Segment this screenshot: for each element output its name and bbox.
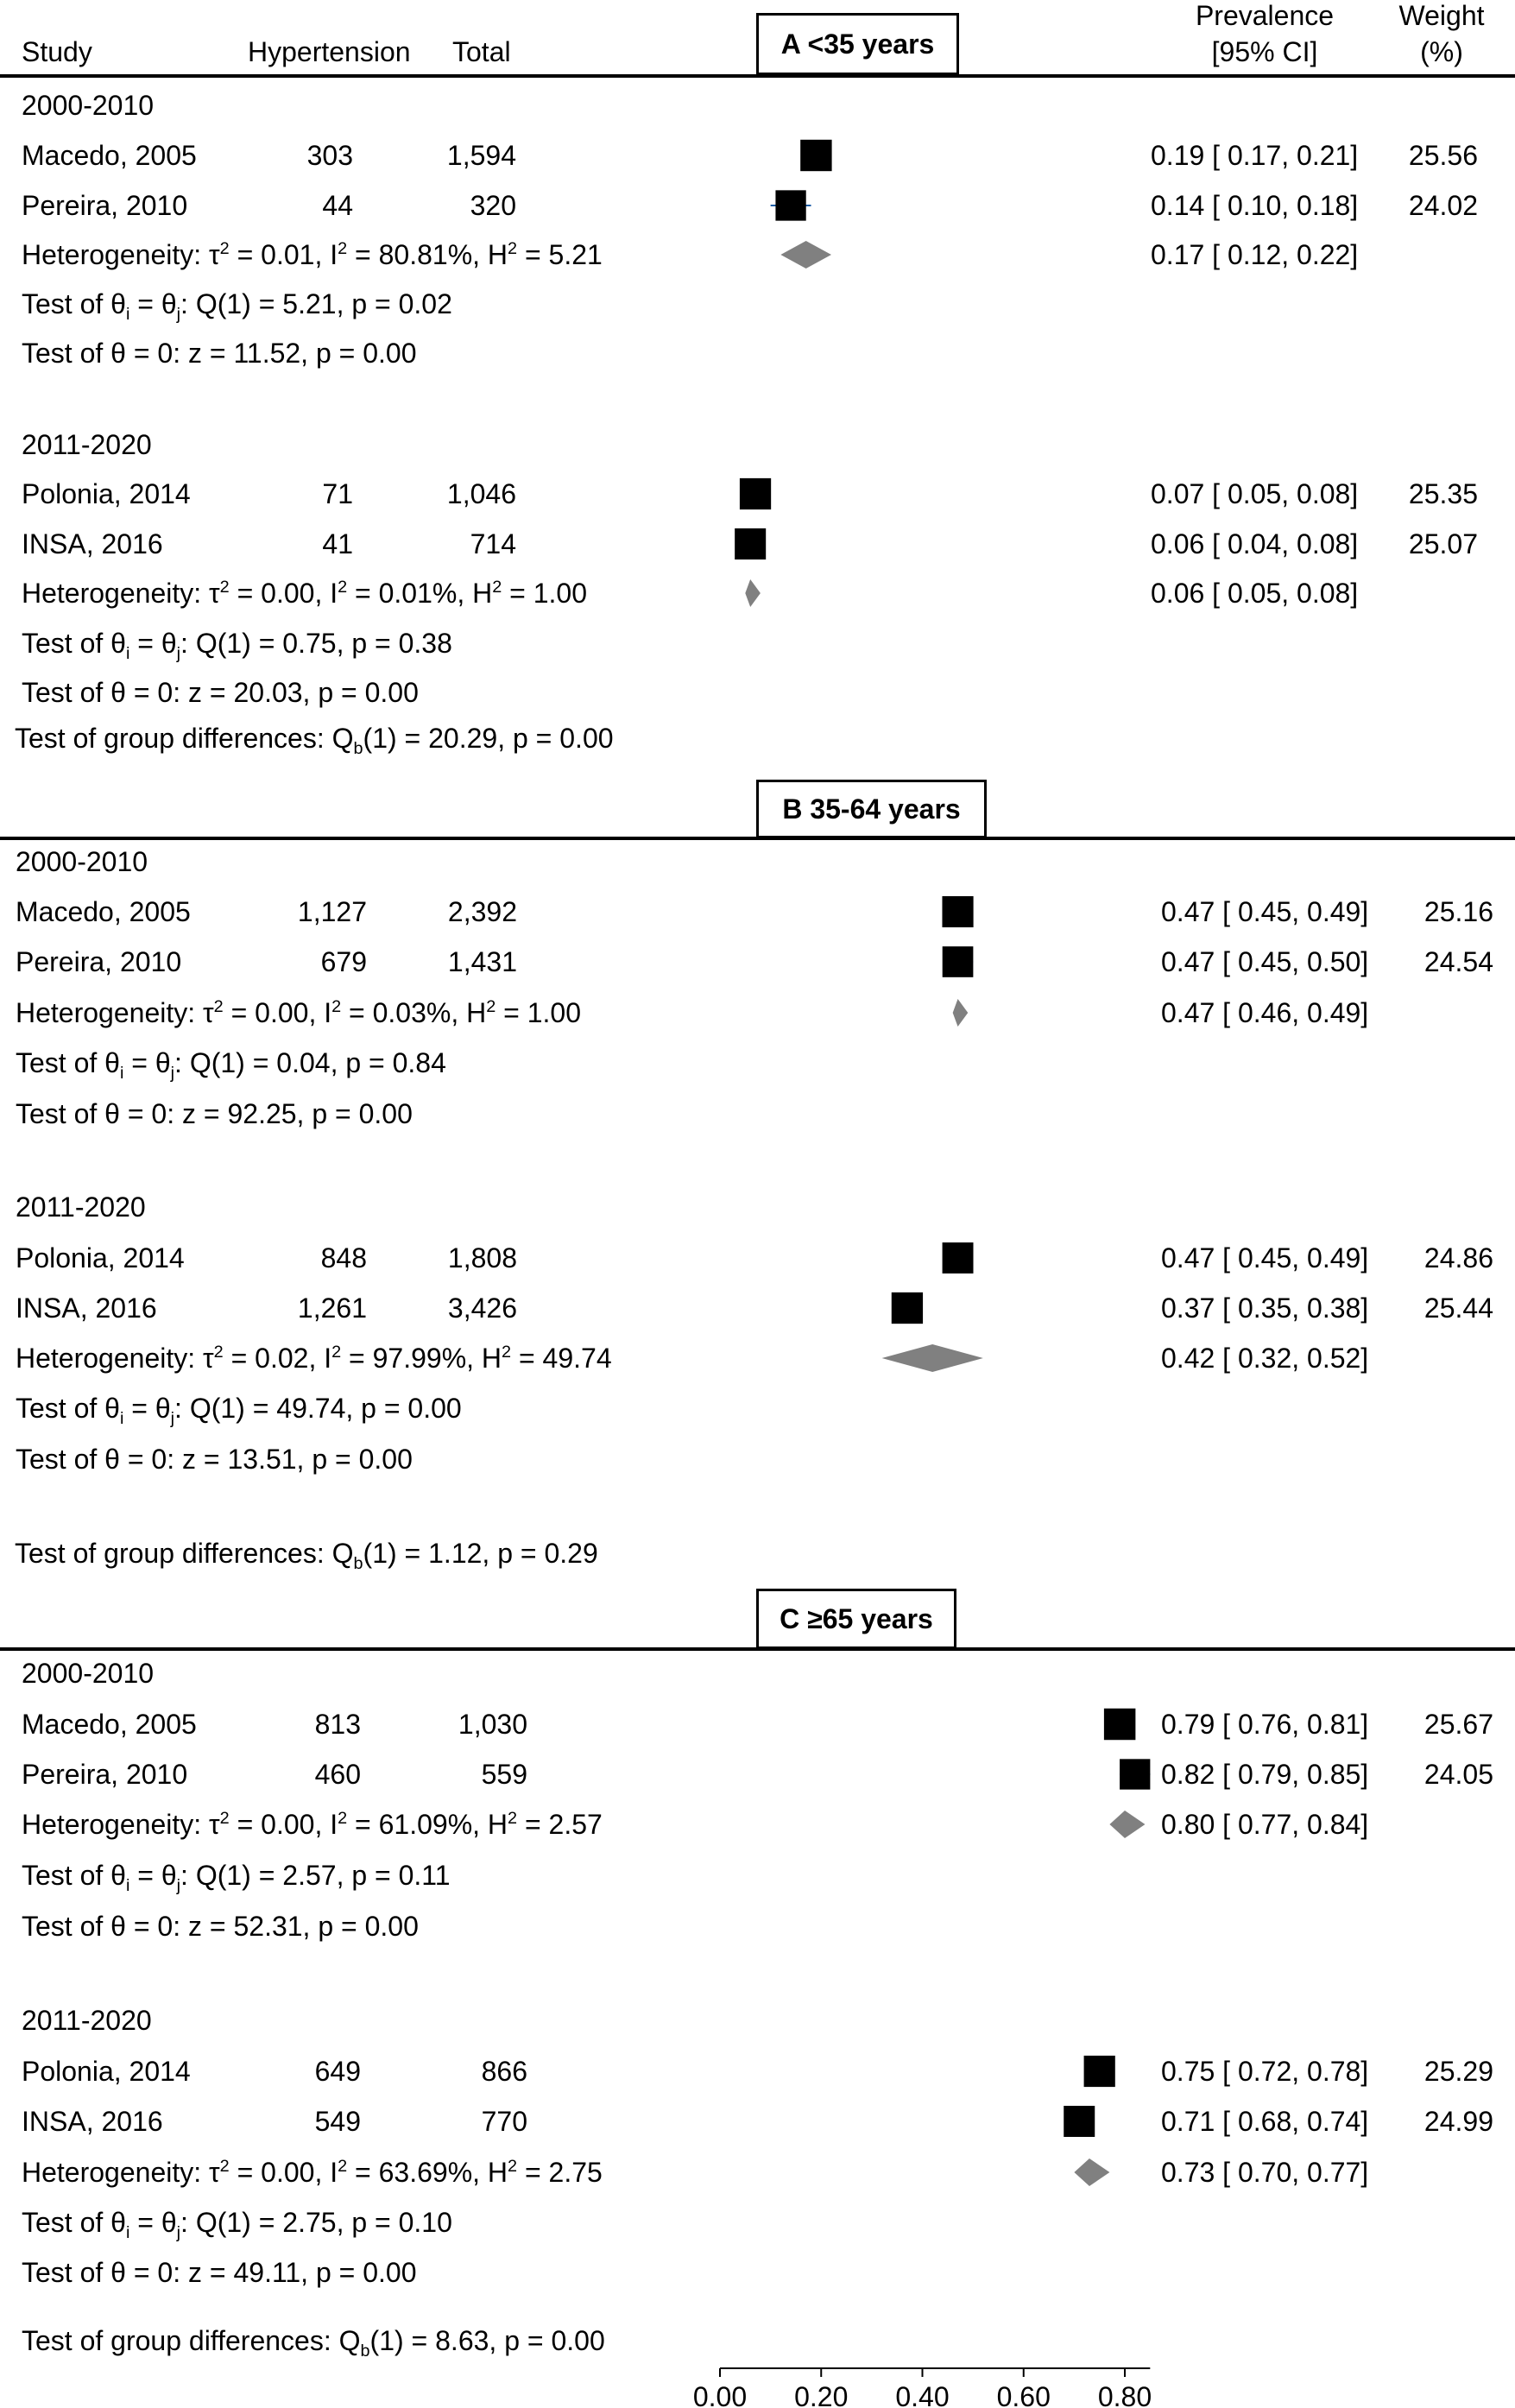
header-ci: [95% CI] xyxy=(1211,36,1318,67)
homogeneity-test: Test of $\theta_i = \theta_j$: Q(1) = 2.57, p = 0.11 xyxy=(22,1860,451,1895)
study-total: 866 xyxy=(481,2056,527,2087)
x-tick-label: 0.80 xyxy=(1097,2381,1152,2408)
pooled-diamond xyxy=(780,241,831,269)
study-marker xyxy=(1064,2106,1095,2137)
study-prevalence-ci: 0.07 [ 0.05, 0.08] xyxy=(1151,478,1359,509)
group-title: 2000-2010 xyxy=(22,1658,155,1689)
study-hypertension: 649 xyxy=(314,2056,361,2087)
study-prevalence-ci: 0.14 [ 0.10, 0.18] xyxy=(1151,190,1359,221)
study-marker xyxy=(892,1292,923,1324)
study-prevalence-ci: 0.47 [ 0.45, 0.50] xyxy=(1161,946,1369,977)
zero-effect-test: Test of θ = 0: z = 20.03, p = 0.00 xyxy=(22,677,419,708)
study-total: 1,808 xyxy=(447,1242,517,1274)
group-title: 2011-2020 xyxy=(16,1191,146,1223)
study-name: INSA, 2016 xyxy=(16,1292,157,1324)
study-name: INSA, 2016 xyxy=(22,2106,163,2137)
group-title: 2000-2010 xyxy=(22,90,155,121)
study-marker xyxy=(1084,2056,1115,2087)
study-hypertension: 71 xyxy=(322,478,353,509)
pooled-diamond xyxy=(1109,1811,1145,1838)
study-hypertension: 549 xyxy=(314,2106,361,2137)
pooled-prevalence-ci: 0.47 [ 0.46, 0.49] xyxy=(1161,997,1369,1028)
study-hypertension: 1,261 xyxy=(297,1292,367,1324)
pooled-prevalence-ci: 0.17 [ 0.12, 0.22] xyxy=(1151,239,1359,270)
heterogeneity-stat: Heterogeneity: $\tau^2 = 0.00$, $I^2 = 0.01\%$, $H^2 = 1.00$ xyxy=(22,578,588,609)
study-weight: 25.35 xyxy=(1408,478,1478,509)
study-hypertension: 44 xyxy=(322,190,353,221)
group-differences-test: Test of group differences: $Q_b(1) = 1.12$, p = 0.29 xyxy=(15,1538,598,1573)
study-weight: 24.54 xyxy=(1423,946,1493,977)
study-prevalence-ci: 0.06 [ 0.04, 0.08] xyxy=(1151,528,1359,559)
homogeneity-test: Test of $\theta_i = \theta_j$: Q(1) = 0.75, p = 0.38 xyxy=(22,628,452,663)
panel-c-label: C ≥65 years xyxy=(756,1589,956,1649)
study-total: 3,426 xyxy=(447,1292,517,1324)
study-hypertension: 848 xyxy=(320,1242,367,1274)
study-marker xyxy=(1120,1759,1150,1789)
study-weight: 25.16 xyxy=(1423,896,1493,927)
group-differences-test: Test of group differences: $Q_b(1) = 20.29$, p = 0.00 xyxy=(15,723,614,758)
study-marker xyxy=(735,528,766,559)
study-total: 1,046 xyxy=(446,478,516,509)
pooled-diamond xyxy=(745,579,761,607)
header-hypertension: Hypertension xyxy=(248,36,411,67)
study-hypertension: 813 xyxy=(314,1709,361,1740)
study-name: Polonia, 2014 xyxy=(22,478,191,509)
study-marker xyxy=(775,190,805,220)
study-prevalence-ci: 0.71 [ 0.68, 0.74] xyxy=(1161,2106,1369,2137)
zero-effect-test: Test of θ = 0: z = 52.31, p = 0.00 xyxy=(22,1911,419,1942)
panel-b-label: B 35-64 years xyxy=(756,780,987,838)
study-name: Polonia, 2014 xyxy=(16,1242,185,1274)
heterogeneity-stat: Heterogeneity: $\tau^2 = 0.02$, $I^2 = 97.99\%$, $H^2 = 49.74$ xyxy=(16,1343,612,1374)
pooled-diamond xyxy=(1074,2158,1109,2186)
study-name: Pereira, 2010 xyxy=(16,946,182,977)
study-name: Macedo, 2005 xyxy=(16,896,191,927)
group-differences-test: Test of group differences: $Q_b(1) = 8.63$, p = 0.00 xyxy=(22,2325,605,2361)
study-total: 714 xyxy=(470,528,516,559)
study-marker xyxy=(800,140,831,171)
header-weight: Weight xyxy=(1398,0,1485,31)
group-title: 2000-2010 xyxy=(16,846,148,877)
header-study: Study xyxy=(22,36,92,67)
pooled-prevalence-ci: 0.42 [ 0.32, 0.52] xyxy=(1161,1343,1369,1374)
study-marker xyxy=(942,896,973,927)
study-weight: 24.86 xyxy=(1423,1242,1493,1274)
study-weight: 24.05 xyxy=(1423,1759,1493,1790)
study-prevalence-ci: 0.79 [ 0.76, 0.81] xyxy=(1161,1709,1369,1740)
pooled-diamond xyxy=(953,999,969,1027)
header-total: Total xyxy=(452,36,511,67)
study-total: 2,392 xyxy=(447,896,517,927)
pooled-prevalence-ci: 0.80 [ 0.77, 0.84] xyxy=(1161,1809,1369,1840)
study-name: Pereira, 2010 xyxy=(22,190,188,221)
study-total: 559 xyxy=(481,1759,527,1790)
zero-effect-test: Test of θ = 0: z = 92.25, p = 0.00 xyxy=(16,1098,413,1129)
x-tick-label: 0.20 xyxy=(794,2381,849,2408)
study-hypertension: 679 xyxy=(320,946,367,977)
x-tick-label: 0.00 xyxy=(692,2381,748,2408)
study-prevalence-ci: 0.47 [ 0.45, 0.49] xyxy=(1161,896,1369,927)
study-marker xyxy=(943,946,974,977)
pooled-prevalence-ci: 0.73 [ 0.70, 0.77] xyxy=(1161,2157,1369,2188)
study-hypertension: 1,127 xyxy=(297,896,367,927)
study-total: 320 xyxy=(470,190,516,221)
zero-effect-test: Test of θ = 0: z = 11.52, p = 0.00 xyxy=(22,338,417,369)
study-marker xyxy=(1104,1709,1135,1740)
study-prevalence-ci: 0.82 [ 0.79, 0.85] xyxy=(1161,1759,1369,1790)
study-hypertension: 303 xyxy=(306,140,353,171)
study-total: 770 xyxy=(481,2106,527,2137)
x-tick-label: 0.60 xyxy=(996,2381,1051,2408)
group-title: 2011-2020 xyxy=(22,2005,152,2036)
homogeneity-test: Test of $\theta_i = \theta_j$: Q(1) = 0.04, p = 0.84 xyxy=(16,1047,446,1083)
study-weight: 25.29 xyxy=(1423,2056,1493,2087)
x-tick-label: 0.40 xyxy=(895,2381,950,2408)
heterogeneity-stat: Heterogeneity: $\tau^2 = 0.01$, $I^2 = 80.81\%$, $H^2 = 5.21$ xyxy=(22,239,603,270)
homogeneity-test: Test of $\theta_i = \theta_j$: Q(1) = 5.21, p = 0.02 xyxy=(22,288,452,324)
study-marker xyxy=(943,1242,974,1274)
panel-a-label: A <35 years xyxy=(756,13,959,75)
study-weight: 25.07 xyxy=(1408,528,1478,559)
study-total: 1,431 xyxy=(447,946,517,977)
pooled-prevalence-ci: 0.06 [ 0.05, 0.08] xyxy=(1151,578,1359,609)
study-prevalence-ci: 0.75 [ 0.72, 0.78] xyxy=(1161,2056,1369,2087)
homogeneity-test: Test of $\theta_i = \theta_j$: Q(1) = 49.74, p = 0.00 xyxy=(16,1393,462,1428)
study-total: 1,030 xyxy=(458,1709,527,1740)
study-name: INSA, 2016 xyxy=(22,528,163,559)
study-marker xyxy=(740,478,771,509)
study-name: Pereira, 2010 xyxy=(22,1759,188,1790)
study-total: 1,594 xyxy=(446,140,516,171)
study-hypertension: 460 xyxy=(314,1759,361,1790)
header-prevalence: Prevalence xyxy=(1195,0,1335,31)
homogeneity-test: Test of $\theta_i = \theta_j$: Q(1) = 2.75, p = 0.10 xyxy=(22,2207,452,2242)
header-weight-unit: (%) xyxy=(1420,36,1463,67)
zero-effect-test: Test of θ = 0: z = 13.51, p = 0.00 xyxy=(16,1444,413,1475)
pooled-diamond xyxy=(882,1344,983,1372)
study-name: Macedo, 2005 xyxy=(22,140,197,171)
heterogeneity-stat: Heterogeneity: $\tau^2 = 0.00$, $I^2 = 0.03\%$, $H^2 = 1.00$ xyxy=(16,997,582,1028)
study-name: Macedo, 2005 xyxy=(22,1709,197,1740)
study-prevalence-ci: 0.47 [ 0.45, 0.49] xyxy=(1161,1242,1369,1274)
study-weight: 24.02 xyxy=(1408,190,1478,221)
heterogeneity-stat: Heterogeneity: $\tau^2 = 0.00$, $I^2 = 61.09\%$, $H^2 = 2.57$ xyxy=(22,1809,603,1840)
study-prevalence-ci: 0.37 [ 0.35, 0.38] xyxy=(1161,1292,1369,1324)
study-weight: 25.44 xyxy=(1423,1292,1493,1324)
zero-effect-test: Test of θ = 0: z = 49.11, p = 0.00 xyxy=(22,2257,417,2288)
study-weight: 24.99 xyxy=(1423,2106,1493,2137)
heterogeneity-stat: Heterogeneity: $\tau^2 = 0.00$, $I^2 = 63.69\%$, $H^2 = 2.75$ xyxy=(22,2157,603,2188)
study-name: Polonia, 2014 xyxy=(22,2056,191,2087)
study-prevalence-ci: 0.19 [ 0.17, 0.21] xyxy=(1151,140,1359,171)
study-hypertension: 41 xyxy=(322,528,353,559)
study-weight: 25.56 xyxy=(1408,140,1478,171)
group-title: 2011-2020 xyxy=(22,429,152,460)
study-weight: 25.67 xyxy=(1423,1709,1493,1740)
